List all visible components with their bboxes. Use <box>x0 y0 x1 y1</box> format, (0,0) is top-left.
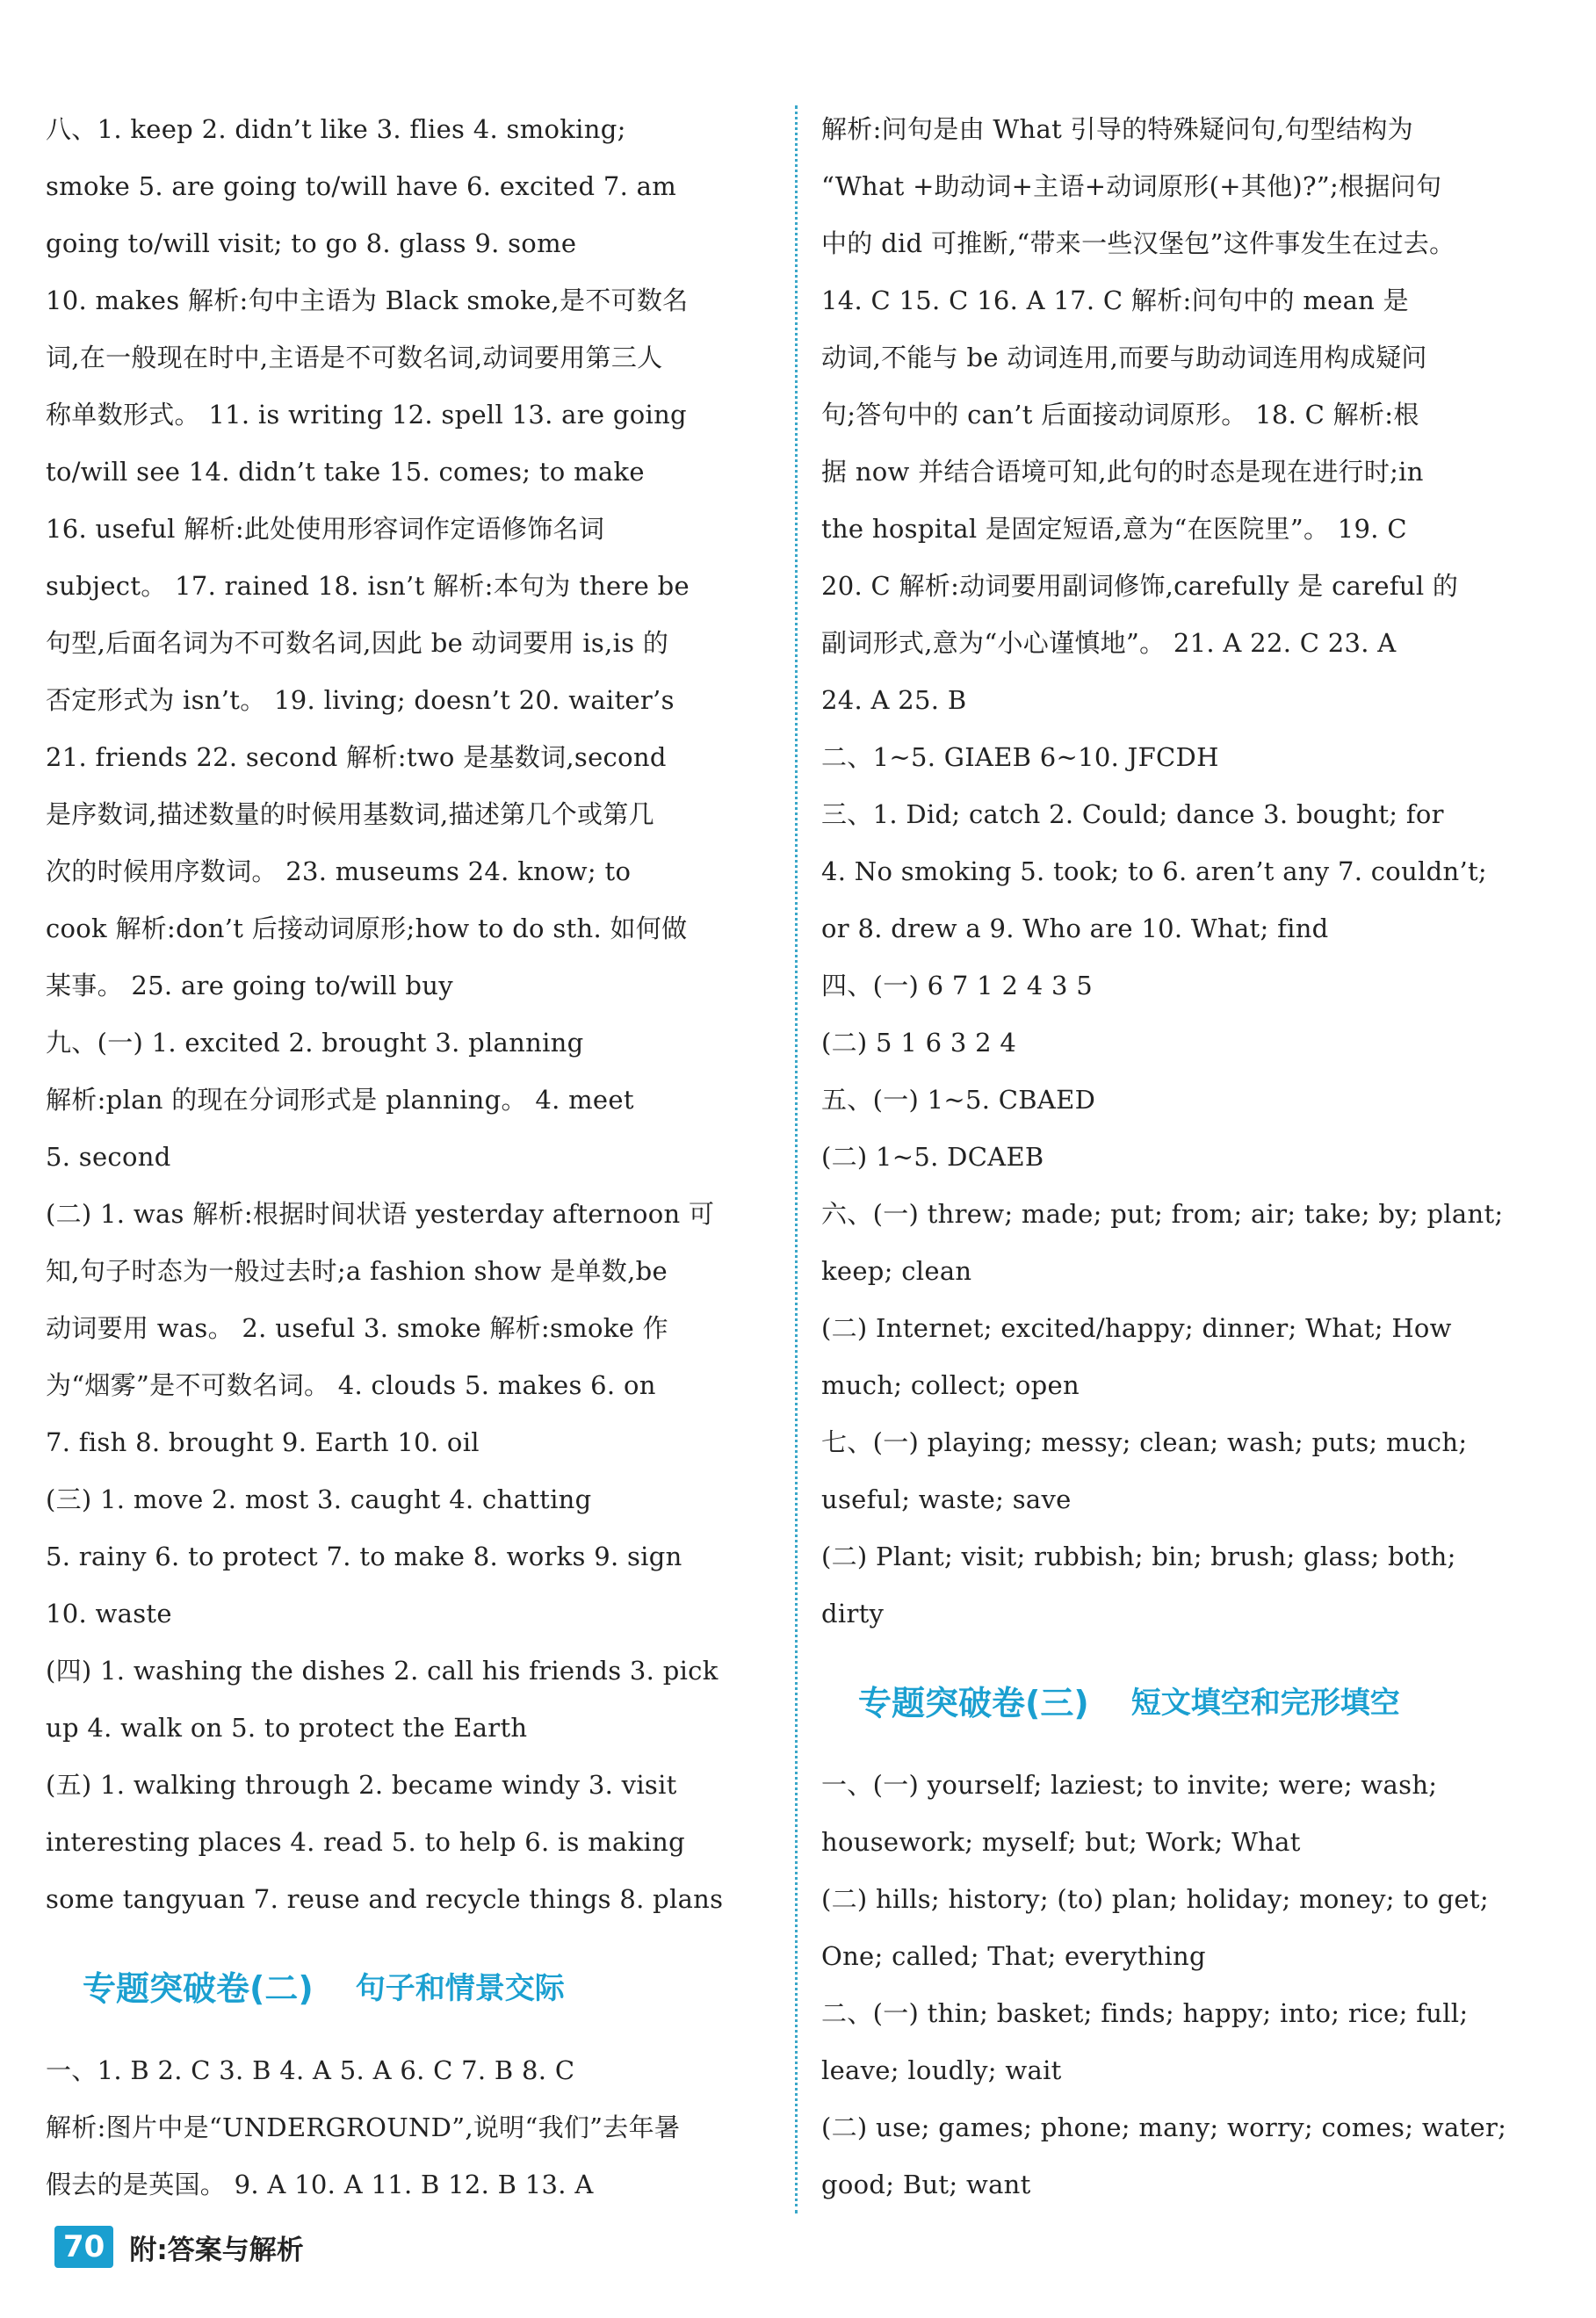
right-answer-block-2 <box>821 1757 1550 2213</box>
answer-line: 一、(一) yourself; laziest; to invite; were; wash; <box>821 1770 1438 1800</box>
answer-line: 据 now 并结合语境可知,此句的时态是现在进行时;in <box>821 457 1424 487</box>
answer-line: 句;答句中的 can’t 后面接动词原形。 18. C 解析:根 <box>821 400 1419 430</box>
answer-line: 10. waste <box>46 1599 172 1628</box>
answer-line: 六、(一) threw; made; put; from; air; take; by; plant; <box>821 1199 1504 1229</box>
answer-line: 解析:图片中是“UNDERGROUND”,说明“我们”去年暑 <box>46 2112 681 2142</box>
answer-line: 假去的是英国。 9. A 10. A 11. B 12. B 13. A <box>46 2170 594 2199</box>
section-title: 专题突破卷(二) <box>83 1968 314 2008</box>
answer-line: 句型,后面名词为不可数名词,因此 be 动词要用 is,is 的 <box>46 628 669 658</box>
left-column <box>46 101 775 2213</box>
answer-line: leave; loudly; wait <box>821 2055 1062 2085</box>
answer-line: to/will see 14. didn’t take 15. comes; to make <box>46 457 645 487</box>
answer-line: subject。 17. rained 18. isn’t 解析:本句为 there be <box>46 571 690 601</box>
section-title: 专题突破卷(三) <box>858 1683 1089 1722</box>
answer-line: One; called; That; everything <box>821 1941 1206 1971</box>
answer-line: 四、(一) 6 7 1 2 4 3 5 <box>821 971 1094 1000</box>
answer-line: 14. C 15. C 16. A 17. C 解析:问句中的 mean 是 <box>821 285 1409 315</box>
answer-line: (五) 1. walking through 2. became windy 3. visit <box>46 1770 677 1800</box>
answer-line: up 4. walk on 5. to protect the Earth <box>46 1713 528 1743</box>
answer-line: (三) 1. move 2. most 3. caught 4. chatting <box>46 1484 592 1514</box>
answer-line: or 8. drew a 9. Who are 10. What; find <box>821 913 1329 943</box>
answer-line: 称单数形式。 11. is writing 12. spell 13. are going <box>46 400 687 430</box>
left-answer-block-2 <box>46 2042 775 2213</box>
answer-line: 16. useful 解析:此处使用形容词作定语修饰名词 <box>46 514 605 544</box>
answer-line: housework; myself; but; Work; What <box>821 1827 1301 1857</box>
column-divider <box>795 105 798 2213</box>
section-subtitle: 句子和情景交际 <box>355 1970 565 2006</box>
right-column <box>821 101 1550 2213</box>
answer-line: keep; clean <box>821 1256 972 1286</box>
answer-line: (二) Internet; excited/happy; dinner; What; How <box>821 1313 1452 1343</box>
page-number: 70 <box>54 2226 113 2268</box>
right-answer-block-1 <box>821 101 1550 1643</box>
answer-line: 4. No smoking 5. took; to 6. aren’t any 7. couldn’t; <box>821 856 1488 886</box>
answer-line: the hospital 是固定短语,意为“在医院里”。 19. C <box>821 514 1407 544</box>
answer-line: 二、1~5. GIAEB 6~10. JFCDH <box>821 742 1219 772</box>
answer-line: 副词形式,意为“小心谨慎地”。 21. A 22. C 23. A <box>821 628 1397 658</box>
answer-line: 八、1. keep 2. didn’t like 3. flies 4. smoking; <box>46 114 626 144</box>
answer-line: (二) 1. was 解析:根据时间状语 yesterday afternoon 可 <box>46 1199 715 1229</box>
answer-line: (四) 1. washing the dishes 2. call his friends 3. pick <box>46 1656 719 1686</box>
answer-line: 为“烟雾”是不可数名词。 4. clouds 5. makes 6. on <box>46 1370 656 1400</box>
answer-line: 5. rainy 6. to protect 7. to make 8. works 9. sign <box>46 1542 682 1571</box>
answer-line: good; But; want <box>821 2170 1031 2199</box>
answer-line: 动词要用 was。 2. useful 3. smoke 解析:smoke 作 <box>46 1313 668 1343</box>
answer-line: 10. makes 解析:句中主语为 Black smoke,是不可数名 <box>46 285 689 315</box>
answer-line: (二) use; games; phone; many; worry; comes; water; <box>821 2112 1507 2142</box>
answer-line: 三、1. Did; catch 2. Could; dance 3. bought; for <box>821 799 1444 829</box>
page-footer <box>54 2222 304 2271</box>
answer-line: cook 解析:don’t 后接动词原形;how to do sth. 如何做 <box>46 913 688 943</box>
answer-line: 五、(一) 1~5. CBAED <box>821 1085 1096 1115</box>
answer-line: 7. fish 8. brought 9. Earth 10. oil <box>46 1427 480 1457</box>
answer-line: 某事。 25. are going to/will buy <box>46 971 453 1000</box>
section-subtitle: 短文填空和完形填空 <box>1130 1685 1400 1721</box>
answer-line: dirty <box>821 1599 885 1628</box>
section-heading-2 <box>46 1928 775 2042</box>
answer-line: interesting places 4. read 5. to help 6. is making <box>46 1827 685 1857</box>
answer-line: 中的 did 可推断,“带来一些汉堡包”这件事发生在过去。 <box>821 228 1455 258</box>
answer-line: 一、1. B 2. C 3. B 4. A 5. A 6. C 7. B 8. C <box>46 2055 575 2085</box>
answer-line: 知,句子时态为一般过去时;a fashion show 是单数,be <box>46 1256 668 1286</box>
answer-line: 5. second <box>46 1142 171 1172</box>
answer-line: going to/will visit; to go 8. glass 9. some <box>46 228 577 258</box>
answer-line: 次的时候用序数词。 23. museums 24. know; to <box>46 856 632 886</box>
answer-line: smoke 5. are going to/will have 6. excited 7. am <box>46 171 677 201</box>
answer-line: 是序数词,描述数量的时候用基数词,描述第几个或第几 <box>46 799 654 829</box>
answer-line: 否定形式为 isn’t。 19. living; doesn’t 20. waiter’s <box>46 685 675 715</box>
answer-line: 动词,不能与 be 动词连用,而要与助动词连用构成疑问 <box>821 343 1427 372</box>
section-heading-3 <box>821 1643 1550 1757</box>
answer-line: useful; waste; save <box>821 1484 1072 1514</box>
answer-line: 解析:plan 的现在分词形式是 planning。 4. meet <box>46 1085 634 1115</box>
answer-line: 七、(一) playing; messy; clean; wash; puts; much; <box>821 1427 1468 1457</box>
answer-line: 24. A 25. B <box>821 685 967 715</box>
answer-line: some tangyuan 7. reuse and recycle things 8. plans <box>46 1884 724 1914</box>
answer-line: 20. C 解析:动词要用副词修饰,carefully 是 careful 的 <box>821 571 1459 601</box>
answer-line: (二) 5 1 6 3 2 4 <box>821 1028 1017 1058</box>
answer-line: (二) Plant; visit; rubbish; bin; brush; glass; both; <box>821 1542 1456 1571</box>
answer-line: (二) 1~5. DCAEB <box>821 1142 1044 1172</box>
answer-line: 二、(一) thin; basket; finds; happy; into; rice; full; <box>821 1998 1469 2028</box>
answer-line: 解析:问句是由 What 引导的特殊疑问句,句型结构为 <box>821 114 1413 144</box>
answer-line: (二) hills; history; (to) plan; holiday; money; to get; <box>821 1884 1489 1914</box>
answer-line: 九、(一) 1. excited 2. brought 3. planning <box>46 1028 584 1058</box>
answer-line: much; collect; open <box>821 1370 1080 1400</box>
left-answer-block-1 <box>46 101 775 1928</box>
footer-label: 附:答案与解析 <box>129 2234 304 2266</box>
answer-line: “What +助动词+主语+动词原形(+其他)?”;根据问句 <box>821 171 1442 201</box>
answer-line: 21. friends 22. second 解析:two 是基数词,second <box>46 742 667 772</box>
answer-line: 词,在一般现在时中,主语是不可数名词,动词要用第三人 <box>46 343 663 372</box>
